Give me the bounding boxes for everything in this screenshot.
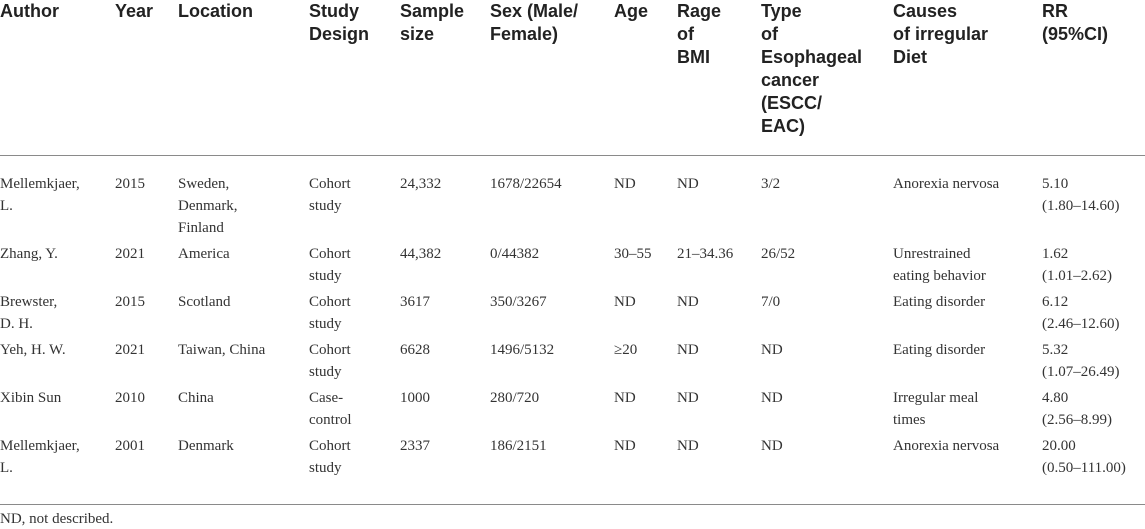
cell-bmi: ND — [677, 389, 699, 406]
cell-sex: 350/3267 — [490, 293, 547, 310]
cell-size: 6628 — [400, 341, 430, 358]
cell-bmi: ND — [677, 341, 699, 358]
header-year: Year — [115, 1, 154, 21]
cell-author: Mellemkjaer, L. — [0, 175, 80, 214]
header-author: Author — [0, 1, 59, 21]
cell-author: Zhang, Y. — [0, 245, 58, 262]
table-row — [0, 239, 1145, 287]
header-sex: Sex (Male/ Female) — [490, 1, 579, 44]
cell-age: ND — [614, 437, 636, 454]
cell-design: Cohort study — [309, 293, 351, 332]
cell-bmi: 21–34.36 — [677, 245, 734, 262]
cell-type: ND — [761, 437, 783, 454]
cell-age: ND — [614, 175, 636, 192]
cell-year: 2021 — [115, 245, 145, 262]
cell-type: ND — [761, 389, 783, 406]
cell-design: Cohort study — [309, 245, 351, 284]
header-rr: RR (95%CI) — [1042, 1, 1109, 44]
cell-design: Case- control — [309, 389, 352, 428]
cell-year: 2015 — [115, 293, 145, 310]
cell-size: 24,332 — [400, 175, 442, 192]
table-row — [0, 335, 1145, 383]
cell-design: Cohort study — [309, 175, 351, 214]
cell-location: Sweden, Denmark, Finland — [178, 175, 238, 236]
cell-sex: 0/44382 — [490, 245, 540, 262]
cell-sex: 1678/22654 — [490, 175, 562, 192]
cell-type: 26/52 — [761, 245, 796, 262]
header-bmi: Rage of BMI — [677, 1, 722, 67]
cell-size: 2337 — [400, 437, 430, 454]
cell-author: Xibin Sun — [0, 389, 62, 406]
cell-cause: Eating disorder — [893, 341, 986, 358]
cell-cause: Unrestrained eating behavior — [893, 245, 986, 284]
table-header — [0, 0, 1145, 155]
header-study-design: Study Design — [309, 1, 370, 44]
cell-age: 30–55 — [614, 245, 652, 262]
cell-design: Cohort study — [309, 341, 351, 380]
cell-design: Cohort study — [309, 437, 351, 476]
cell-age: ≥20 — [614, 341, 638, 358]
cell-location: Scotland — [178, 293, 231, 310]
cell-year: 2015 — [115, 175, 145, 192]
cell-age: ND — [614, 389, 636, 406]
cell-author: Brewster, D. H. — [0, 293, 58, 332]
cell-year: 2021 — [115, 341, 145, 358]
cell-rr: 5.32 (1.07–26.49) — [1042, 341, 1120, 380]
cell-size: 1000 — [400, 389, 430, 406]
table-body — [0, 155, 1145, 479]
cell-type: 3/2 — [761, 175, 781, 192]
table-row — [0, 431, 1145, 479]
table-row — [0, 383, 1145, 431]
table-row — [0, 155, 1145, 239]
cell-author: Mellemkjaer, L. — [0, 437, 80, 476]
cell-rr: 5.10 (1.80–14.60) — [1042, 175, 1120, 214]
cell-sex: 1496/5132 — [490, 341, 555, 358]
header-causes: Causes of irregular Diet — [893, 1, 989, 67]
table-row — [0, 287, 1145, 335]
table-footnote: ND, not described. — [0, 511, 114, 527]
table-bottom-rule — [0, 504, 1145, 505]
cell-sex: 186/2151 — [490, 437, 547, 454]
header-age: Age — [614, 1, 649, 21]
header-row — [0, 0, 1145, 155]
header-location: Location — [178, 1, 253, 21]
cell-location: America — [178, 245, 230, 262]
cell-location: Taiwan, China — [178, 341, 266, 358]
cell-type: 7/0 — [761, 293, 781, 310]
cell-bmi: ND — [677, 437, 699, 454]
header-sample-size: Sample size — [400, 1, 465, 44]
cell-sex: 280/720 — [490, 389, 540, 406]
cell-location: China — [178, 389, 214, 406]
cell-rr: 20.00 (0.50–111.00) — [1042, 437, 1126, 476]
header-cancer-type: Type of Esophageal cancer (ESCC/ EAC) — [761, 1, 863, 136]
cell-size: 3617 — [400, 293, 430, 310]
cell-rr: 6.12 (2.46–12.60) — [1042, 293, 1120, 332]
cell-age: ND — [614, 293, 636, 310]
cell-bmi: ND — [677, 293, 699, 310]
cell-cause: Irregular meal times — [893, 389, 979, 428]
cell-cause: Anorexia nervosa — [893, 437, 1000, 454]
cell-size: 44,382 — [400, 245, 442, 262]
cell-bmi: ND — [677, 175, 699, 192]
cell-type: ND — [761, 341, 783, 358]
cell-year: 2010 — [115, 389, 145, 406]
cell-rr: 1.62 (1.01–2.62) — [1042, 245, 1112, 284]
cell-cause: Eating disorder — [893, 293, 986, 310]
cell-cause: Anorexia nervosa — [893, 175, 1000, 192]
cell-author: Yeh, H. W. — [0, 341, 66, 358]
cell-location: Denmark — [178, 437, 234, 454]
cell-year: 2001 — [115, 437, 145, 454]
cell-rr: 4.80 (2.56–8.99) — [1042, 389, 1112, 428]
